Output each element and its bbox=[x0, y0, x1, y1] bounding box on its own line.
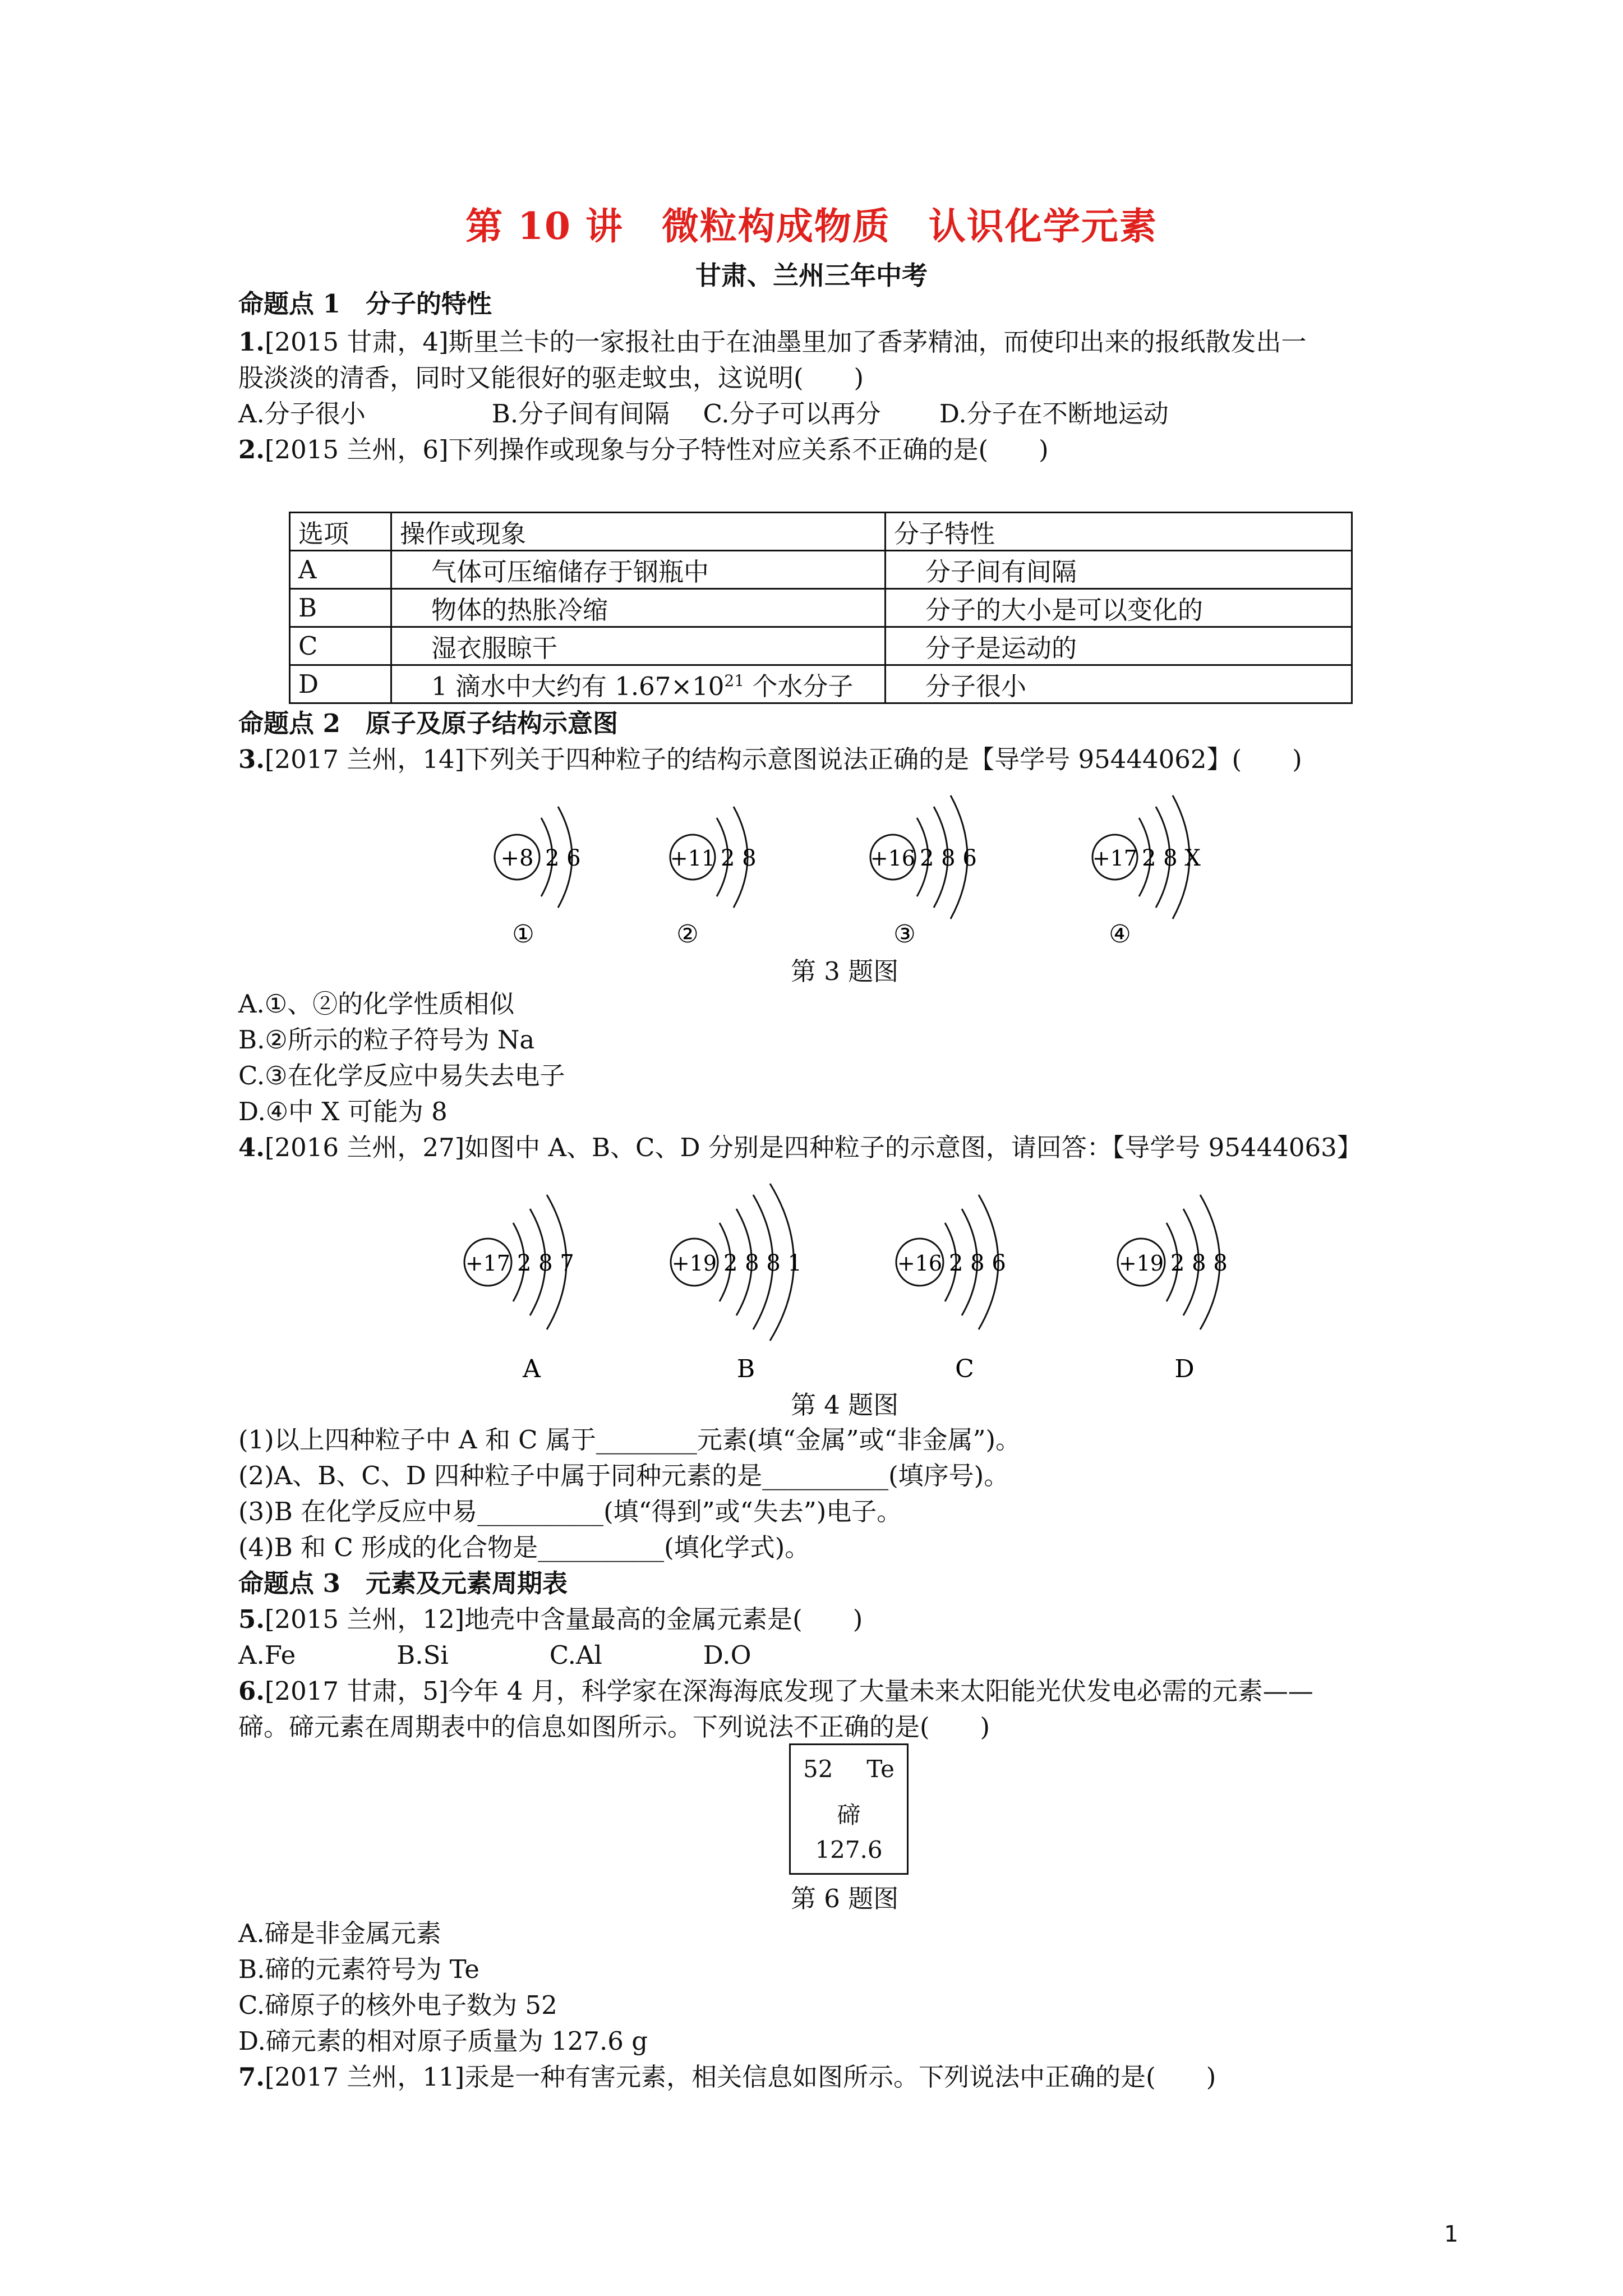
cell-text-tail: 个水分子 bbox=[744, 671, 854, 701]
element-name: 碲 bbox=[837, 1801, 861, 1829]
question-4-figure bbox=[0, 1178, 1623, 1391]
table-header-row bbox=[290, 513, 1352, 551]
question-4 bbox=[238, 1130, 1362, 1166]
table-cell: 物体的热胀冷缩 bbox=[391, 589, 886, 627]
question-number: 4. bbox=[238, 1133, 265, 1162]
table-row bbox=[290, 665, 1352, 703]
atomic-mass: 127.6 bbox=[815, 1836, 883, 1864]
nucleus-charge: +17 bbox=[1092, 846, 1138, 871]
question-6-line-2: 碲。碲元素在周期表中的信息如图所示。下列说法不正确的是( ) bbox=[238, 1712, 990, 1742]
diagram-label: ③ bbox=[893, 920, 916, 949]
diagram-label: ② bbox=[676, 920, 699, 949]
question-text: [2015 甘肃，4]斯里兰卡的一家报社由于在油墨里加了香茅精油，而使印出来的报纸散发出一 bbox=[264, 327, 1307, 357]
table-cell bbox=[391, 665, 886, 703]
table-cell: 分子的大小是可以变化的 bbox=[886, 589, 1352, 627]
table-cell: 分子很小 bbox=[886, 665, 1352, 703]
question-text: [2016 兰州，27]如图中 A、B、C、D 分别是四种粒子的示意图，请回答：【导学号 95444063】 bbox=[264, 1133, 1362, 1162]
table-cell: 湿衣服晾干 bbox=[391, 627, 886, 665]
question-text: [2017 兰州，14]下列关于四种粒子的结构示意图说法正确的是【导学号 95444062】( ) bbox=[264, 744, 1302, 774]
table-cell: B bbox=[290, 589, 391, 627]
cell-text: 1 滴水中大约有 1.67×10 bbox=[431, 671, 725, 701]
periodic-element-card bbox=[789, 1743, 909, 1875]
page-number: 1 bbox=[1444, 2221, 1459, 2247]
nucleus-charge: +8 bbox=[500, 845, 534, 871]
question-1-line-2: 股淡淡的清香，同时又能很好的驱走蚊虫，这说明( ) bbox=[238, 363, 864, 393]
shell-electrons: 2 6 bbox=[545, 845, 581, 871]
section-heading-2: 命题点 2 原子及原子结构示意图 bbox=[238, 708, 618, 738]
atom-diagram-a bbox=[464, 1195, 574, 1383]
shell-electrons: 2 8 X bbox=[1142, 845, 1201, 871]
section-heading-1: 命题点 1 分子的特性 bbox=[238, 289, 492, 319]
shell-electrons: 2 8 bbox=[721, 845, 757, 871]
question-2 bbox=[238, 432, 1049, 468]
section-heading-3: 命题点 3 元素及元素周期表 bbox=[238, 1568, 568, 1598]
table-cell: 气体可压缩储存于钢瓶中 bbox=[391, 551, 886, 589]
question-number: 6. bbox=[238, 1676, 265, 1706]
nucleus-charge: +19 bbox=[671, 1251, 717, 1276]
table-row bbox=[290, 627, 1352, 665]
nucleus-charge: +11 bbox=[670, 846, 716, 871]
question-4-sub-2: (2)A、B、C、D 四种粒子中属于同种元素的是__________(填序号)。 bbox=[238, 1461, 1009, 1490]
question-4-sub-1: (1)以上四种粒子中 A 和 C 属于________元素(填“金属”或“非金属”)。 bbox=[238, 1425, 1021, 1455]
element-symbol: Te bbox=[866, 1755, 895, 1783]
question-3-option-b: B.②所示的粒子符号为 Na bbox=[238, 1025, 535, 1055]
question-3-option-d: D.④中 X 可能为 8 bbox=[238, 1097, 448, 1126]
diagram-label: C bbox=[955, 1355, 974, 1383]
shell-electrons: 2 8 8 1 bbox=[723, 1250, 802, 1276]
question-3-option-a: A.①、②的化学性质相似 bbox=[238, 989, 515, 1019]
question-number: 5. bbox=[238, 1604, 265, 1634]
diagram-label: ① bbox=[512, 920, 534, 949]
figure-caption: 第 6 题图 bbox=[791, 1884, 899, 1913]
shell-electrons: 2 8 6 bbox=[920, 845, 977, 871]
question-text: [2017 兰州，11]汞是一种有害元素，相关信息如图所示。下列说法中正确的是( ) bbox=[264, 2062, 1216, 2092]
nucleus-charge: +16 bbox=[870, 846, 916, 871]
question-5 bbox=[238, 1602, 863, 1637]
question-6-option-b: B.碲的元素符号为 Te bbox=[238, 1954, 479, 1984]
atom-diagram-d bbox=[1118, 1195, 1228, 1383]
figure-caption: 第 4 题图 bbox=[791, 1390, 899, 1420]
table-header-cell: 分子特性 bbox=[886, 513, 1352, 551]
table-cell: 分子是运动的 bbox=[886, 627, 1352, 665]
question-text: [2015 兰州，6]下列操作或现象与分子特性对应关系不正确的是( ) bbox=[264, 435, 1049, 464]
table-cell: 分子间有间隔 bbox=[886, 551, 1352, 589]
question-2-table bbox=[289, 512, 1353, 704]
question-3-figure bbox=[0, 774, 1623, 965]
question-number: 2. bbox=[238, 435, 265, 464]
nucleus-charge: +19 bbox=[1118, 1251, 1164, 1276]
atom-diagram-c bbox=[896, 1195, 1006, 1383]
question-4-sub-4: (4)B 和 C 形成的化合物是__________(填化学式)。 bbox=[238, 1533, 810, 1562]
question-6-option-c: C.碲原子的核外电子数为 52 bbox=[238, 1990, 557, 2020]
question-4-sub-3: (3)B 在化学反应中易__________(填“得到”或“失去”)电子。 bbox=[238, 1497, 902, 1526]
diagram-label: D bbox=[1174, 1355, 1195, 1383]
table-cell: A bbox=[290, 551, 391, 589]
nucleus-charge: +16 bbox=[897, 1251, 943, 1276]
table-header-cell: 操作或现象 bbox=[391, 513, 886, 551]
question-5-options: A.Fe B.Si C.Al D.O bbox=[238, 1640, 751, 1670]
question-1-line-1 bbox=[238, 324, 1307, 360]
table-cell: D bbox=[290, 665, 391, 703]
question-1-options: A.分子很小 B.分子间有间隔 C.分子可以再分 D.分子在不断地运动 bbox=[238, 399, 1169, 429]
table-row bbox=[290, 589, 1352, 627]
question-3-option-c: C.③在化学反应中易失去电子 bbox=[238, 1061, 565, 1091]
atom-diagram-4 bbox=[1092, 795, 1201, 949]
diagram-label: B bbox=[736, 1355, 755, 1383]
atom-diagram-1 bbox=[495, 807, 581, 949]
question-number: 3. bbox=[238, 744, 265, 774]
atom-diagram-b bbox=[671, 1184, 802, 1383]
figure-caption: 第 3 题图 bbox=[791, 956, 899, 986]
table-header-cell: 选项 bbox=[290, 513, 391, 551]
atom-diagram-3 bbox=[870, 795, 977, 949]
exponent: 21 bbox=[724, 671, 745, 690]
question-6-option-a: A.碲是非金属元素 bbox=[238, 1918, 441, 1948]
question-number: 7. bbox=[238, 2062, 265, 2092]
question-7 bbox=[238, 2059, 1216, 2095]
question-6-option-d: D.碲元素的相对原子质量为 127.6 g bbox=[238, 2026, 648, 2056]
page-subtitle: 甘肃、兰州三年中考 bbox=[695, 260, 928, 291]
table-cell: C bbox=[290, 627, 391, 665]
question-6-line-1 bbox=[238, 1673, 1313, 1709]
question-text: [2017 甘肃，5]今年 4 月，科学家在深海海底发现了大量未来太阳能光伏发电必需的元素—— bbox=[264, 1676, 1313, 1706]
atomic-number: 52 bbox=[803, 1755, 833, 1783]
nucleus-charge: +17 bbox=[465, 1251, 511, 1276]
atom-diagram-2 bbox=[670, 807, 757, 949]
question-text: [2015 兰州，12]地壳中含量最高的金属元素是( ) bbox=[264, 1604, 863, 1634]
question-3 bbox=[238, 742, 1302, 777]
shell-electrons: 2 8 8 bbox=[1170, 1250, 1228, 1276]
diagram-label: ④ bbox=[1109, 920, 1131, 949]
diagram-label: A bbox=[523, 1355, 541, 1383]
shell-electrons: 2 8 7 bbox=[517, 1250, 574, 1276]
page-title: 第 10 讲 微粒构成物质 认识化学元素 bbox=[465, 204, 1158, 248]
shell-electrons: 2 8 6 bbox=[949, 1250, 1006, 1276]
question-number: 1. bbox=[238, 327, 265, 357]
table-row bbox=[290, 551, 1352, 589]
